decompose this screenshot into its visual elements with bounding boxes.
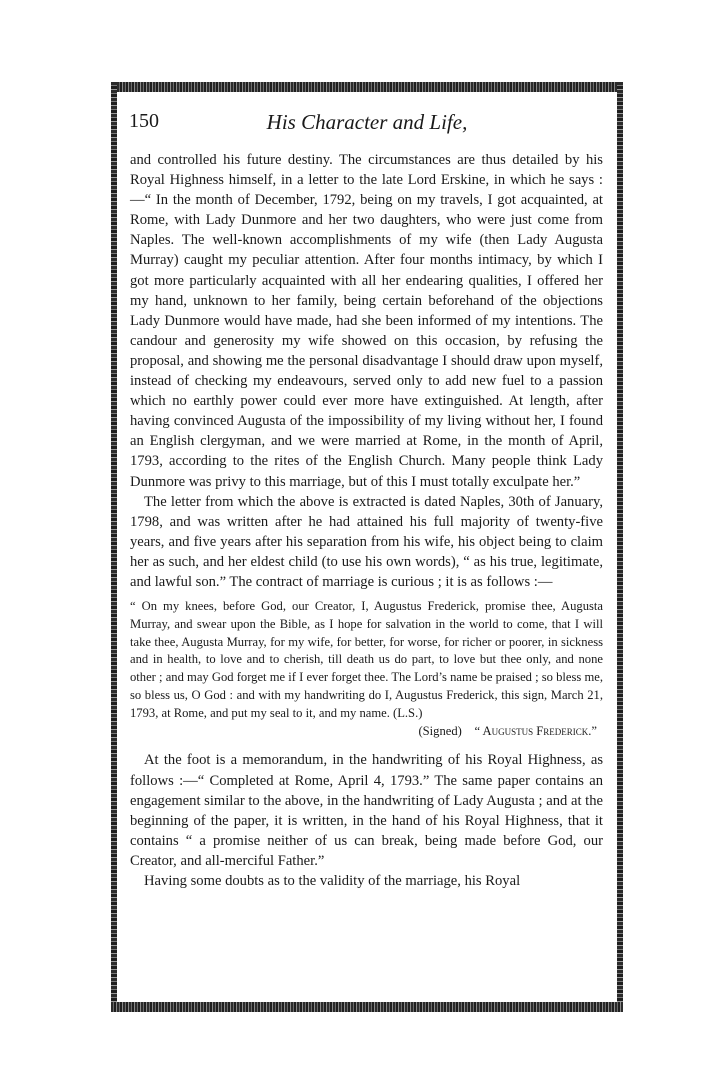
paragraph-memorandum: At the foot is a memorandum, in the handwriting of his Royal Highness, as follows :—“ Completed at Rome, April 4, 1793.” The same paper contains an engagement similar to the above, in the handwriting of Lady Augusta ; and at the beginning of the paper, it is written, in the hand of his Royal Highness, that it contains “ a promise neither of us can break, being made before God, our Creator, and all-merciful Father.” [130, 752, 603, 869]
body-text [130, 150, 603, 891]
ornamental-border-left [111, 82, 117, 1012]
paragraph-continued: and controlled his future destiny. The circumstances are thus detailed by his Royal Highness himself, in a letter to the late Lord Erskine, in which he says :—“ In the month of December, 1792, being on my travels, I got acquainted, at Rome, with Lady Dunmore and her two daughters, who were just come from Naples. The well-known accomplishments of my wife (then Lady Augusta Murray) caught my peculiar attention. After four months intimacy, by which I got more particularly acquainted with all her endearing qualities, I offered her my hand, unknown to her family, being certain beforehand of the objections Lady Dunmore would have made, had she been informed of my intentions. The candour and generosity my wife showed on this occasion, by refusing the proposal, and showing me the personal disadvantage I should draw upon myself, instead of checking my endeavours, served only to add new fuel to a passion which no earthly power could ever more have extinguished. At length, after having convinced Augusta of the impossibility of my living without her, I found an English clergyman, and we were married at Rome, in the month of April, 1793, according to the rites of the English Church. Many people think Lady Dunmore was privy to this marriage, but of this I must totally exculpate her.” [130, 152, 603, 490]
marriage-contract-quote: “ On my knees, before God, our Creator, I, Augustus Frederick, promise thee, Augusta Murray, and swear upon the Bible, as I hope for salvation in the world to come, that I will take thee, Augusta Murray, for my wife, for better, for worse, for richer or poorer, in sickness and in health, to love and to cherish, till death us do part, to love but thee only, and none other ; and may God forget me if I ever forget thee. The Lord’s name be praised ; so bless me, so bless us, O God : and with my handwriting do I, Augustus Frederick, this sign, March 21, 1793, at Rome, and put my seal to it, and my name. (L.S.) [130, 599, 603, 720]
signature-name: “ Augustus Frederick.” [474, 723, 597, 738]
signature-prefix: (Signed) [418, 723, 462, 738]
paragraph-doubts: Having some doubts as to the validity of the marriage, his Royal [144, 873, 521, 889]
running-title: His Character and Life, [266, 110, 468, 134]
ornamental-border-right [617, 82, 623, 1012]
page-number: 150 [129, 110, 159, 132]
paragraph-letter-context: The letter from which the above is extracted is dated Naples, 30th of January, 1798, and was written after he had attained his full majority of twenty-five years, and five years after his separation from his wife, his object being to claim her as such, and her eldest child (to use his own words), “ as his true, legitimate, and lawful son.” The contract of marriage is curious ; it is as follows :— [130, 493, 603, 590]
ornamental-border-top [111, 82, 623, 92]
page-frame [111, 82, 623, 1012]
ornamental-border-bottom [111, 1002, 623, 1012]
signature-line [130, 723, 603, 741]
page-header [129, 110, 605, 140]
